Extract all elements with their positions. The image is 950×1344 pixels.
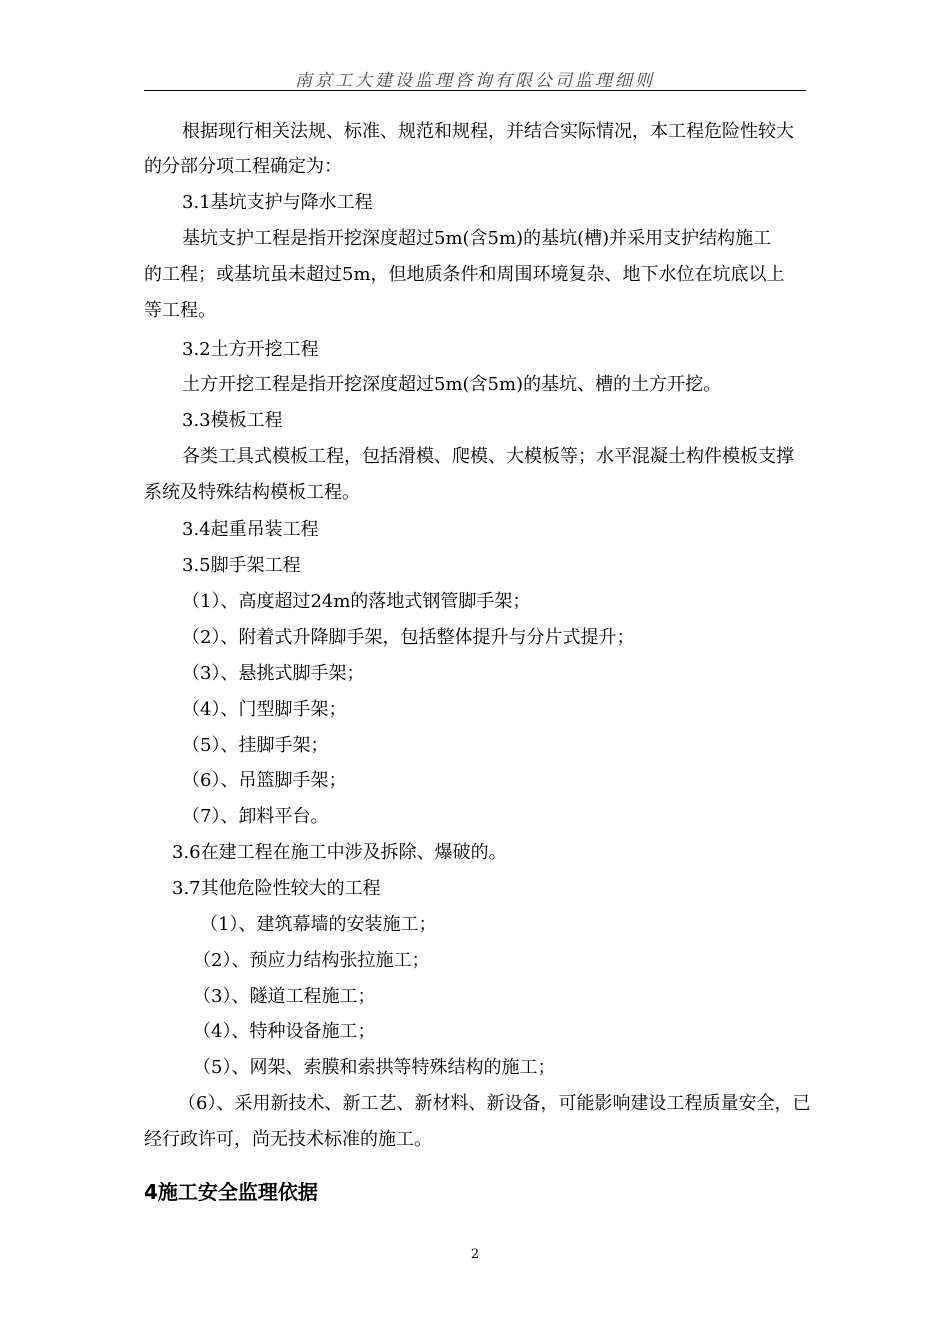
section-title: 3.6在建工程在施工中涉及拆除、爆破的。 [172, 842, 507, 863]
body-line: 经行政许可，尚无技术标准的施工。 [144, 1129, 432, 1150]
body-line: 基坑支护工程是指开挖深度超过5m(含5m)的基坑(槽)并采用支护结构施工 [182, 228, 772, 249]
section-title: 3.1基坑支护与降水工程 [182, 192, 373, 213]
section-heading: 4施工安全监理依据 [144, 1180, 318, 1204]
list-item: （2）、预应力结构张拉施工； [193, 950, 430, 971]
body-line: 各类工具式模板工程，包括滑模、爬模、大模板等；水平混凝土构件模板支撑 [182, 446, 794, 467]
body-line: 的分部分项工程确定为： [144, 156, 342, 177]
body-line: 的工程；或基坑虽未超过5m，但地质条件和周围环境复杂、地下水位在坑底以上 [144, 264, 785, 285]
list-item: （1）、高度超过24m的落地式钢管脚手架； [182, 591, 531, 612]
list-item: （5）、网架、索膜和索拱等特殊结构的施工； [193, 1057, 556, 1078]
body-line: 根据现行相关法规、标准、规范和规程，并结合实际情况，本工程危险性较大 [182, 121, 794, 142]
section-title: 3.7其他危险性较大的工程 [172, 878, 381, 899]
list-item: （1）、建筑幕墙的安装施工； [200, 914, 437, 935]
section-title: 3.3模板工程 [182, 410, 283, 431]
list-item: （5）、挂脚手架； [182, 735, 329, 756]
list-item: （7）、卸料平台。 [182, 806, 329, 827]
section-title: 3.5脚手架工程 [182, 555, 301, 576]
list-item: （4）、特种设备施工； [193, 1021, 376, 1042]
header-title: 南京工大建设监理咨询有限公司监理细则 [295, 71, 655, 91]
body-line: 系统及特殊结构模板工程。 [144, 482, 360, 503]
list-item: （6）、采用新技术、新工艺、新材料、新设备，可能影响建设工程质量安全，已 [178, 1093, 811, 1114]
section-title: 3.4起重吊装工程 [182, 519, 319, 540]
list-item: （3）、隧道工程施工； [193, 986, 376, 1007]
list-item: （3）、悬挑式脚手架； [182, 663, 365, 684]
list-item: （4）、门型脚手架； [182, 699, 347, 720]
body-line: 土方开挖工程是指开挖深度超过5m(含5m)的基坑、槽的土方开挖。 [182, 374, 722, 395]
list-item: （6）、吊篮脚手架； [182, 770, 347, 791]
page-header [144, 64, 806, 91]
section-title: 3.2土方开挖工程 [182, 339, 319, 360]
list-item: （2）、附着式升降脚手架，包括整体提升与分片式提升； [182, 627, 635, 648]
page-number: 2 [470, 1247, 480, 1262]
body-line: 等工程。 [144, 300, 216, 321]
